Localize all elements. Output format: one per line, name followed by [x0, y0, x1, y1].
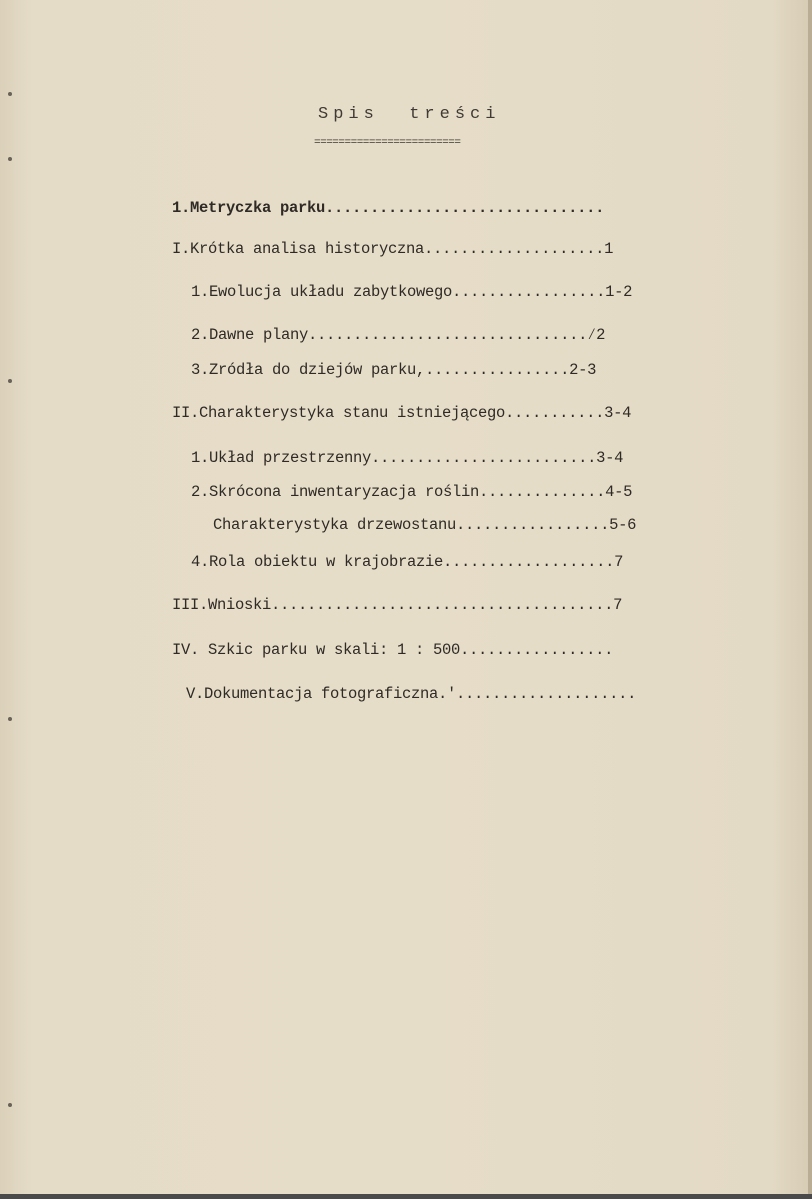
- toc-entry-dokumentacja: V.Dokumentacja fotograficzna.'....................: [186, 685, 637, 703]
- toc-entry-rola: 4.Rola obiektu w krajobrazie...................7: [191, 553, 624, 571]
- page-bottom-edge: [0, 1194, 812, 1199]
- toc-entry-ewolucja: 1.Ewolucja układu zabytkowego.................1-2: [191, 283, 633, 301]
- title-underline: ========================: [314, 137, 461, 149]
- toc-entry-metryczka: 1.Metryczka parku...............................: [172, 199, 605, 217]
- toc-entry-inwentaryzacja: 2.Skrócona inwentaryzacja roślin..............4-5: [191, 483, 633, 501]
- binding-hole-mark: [8, 379, 12, 383]
- binding-hole-mark: [8, 92, 12, 96]
- binding-hole-mark: [8, 157, 12, 161]
- toc-entry-plany: 2.Dawne plany...............................⁄2: [191, 326, 606, 344]
- toc-entry-zrodla: 3.Zródła do dziejów parku,................2-3: [191, 361, 597, 379]
- toc-entry-wnioski: III.Wnioski......................................7: [172, 596, 623, 614]
- toc-entry-uklad: 1.Układ przestrzenny.........................3-4: [191, 449, 624, 467]
- toc-entry-analiza: I.Krótka analisa historyczna....................1: [172, 240, 614, 258]
- toc-entry-drzewostan: Charakterystyka drzewostanu.................5-6: [213, 516, 637, 534]
- binding-hole-mark: [8, 717, 12, 721]
- toc-entry-szkic: IV. Szkic parku w skali: 1 : 500.................: [172, 641, 614, 659]
- binding-hole-mark: [8, 1103, 12, 1107]
- page-title: Spis treści: [318, 105, 501, 124]
- page-edge-shadow: [808, 0, 812, 1199]
- toc-entry-charakterystyka: II.Charakterystyka stanu istniejącego...........3-4: [172, 404, 632, 422]
